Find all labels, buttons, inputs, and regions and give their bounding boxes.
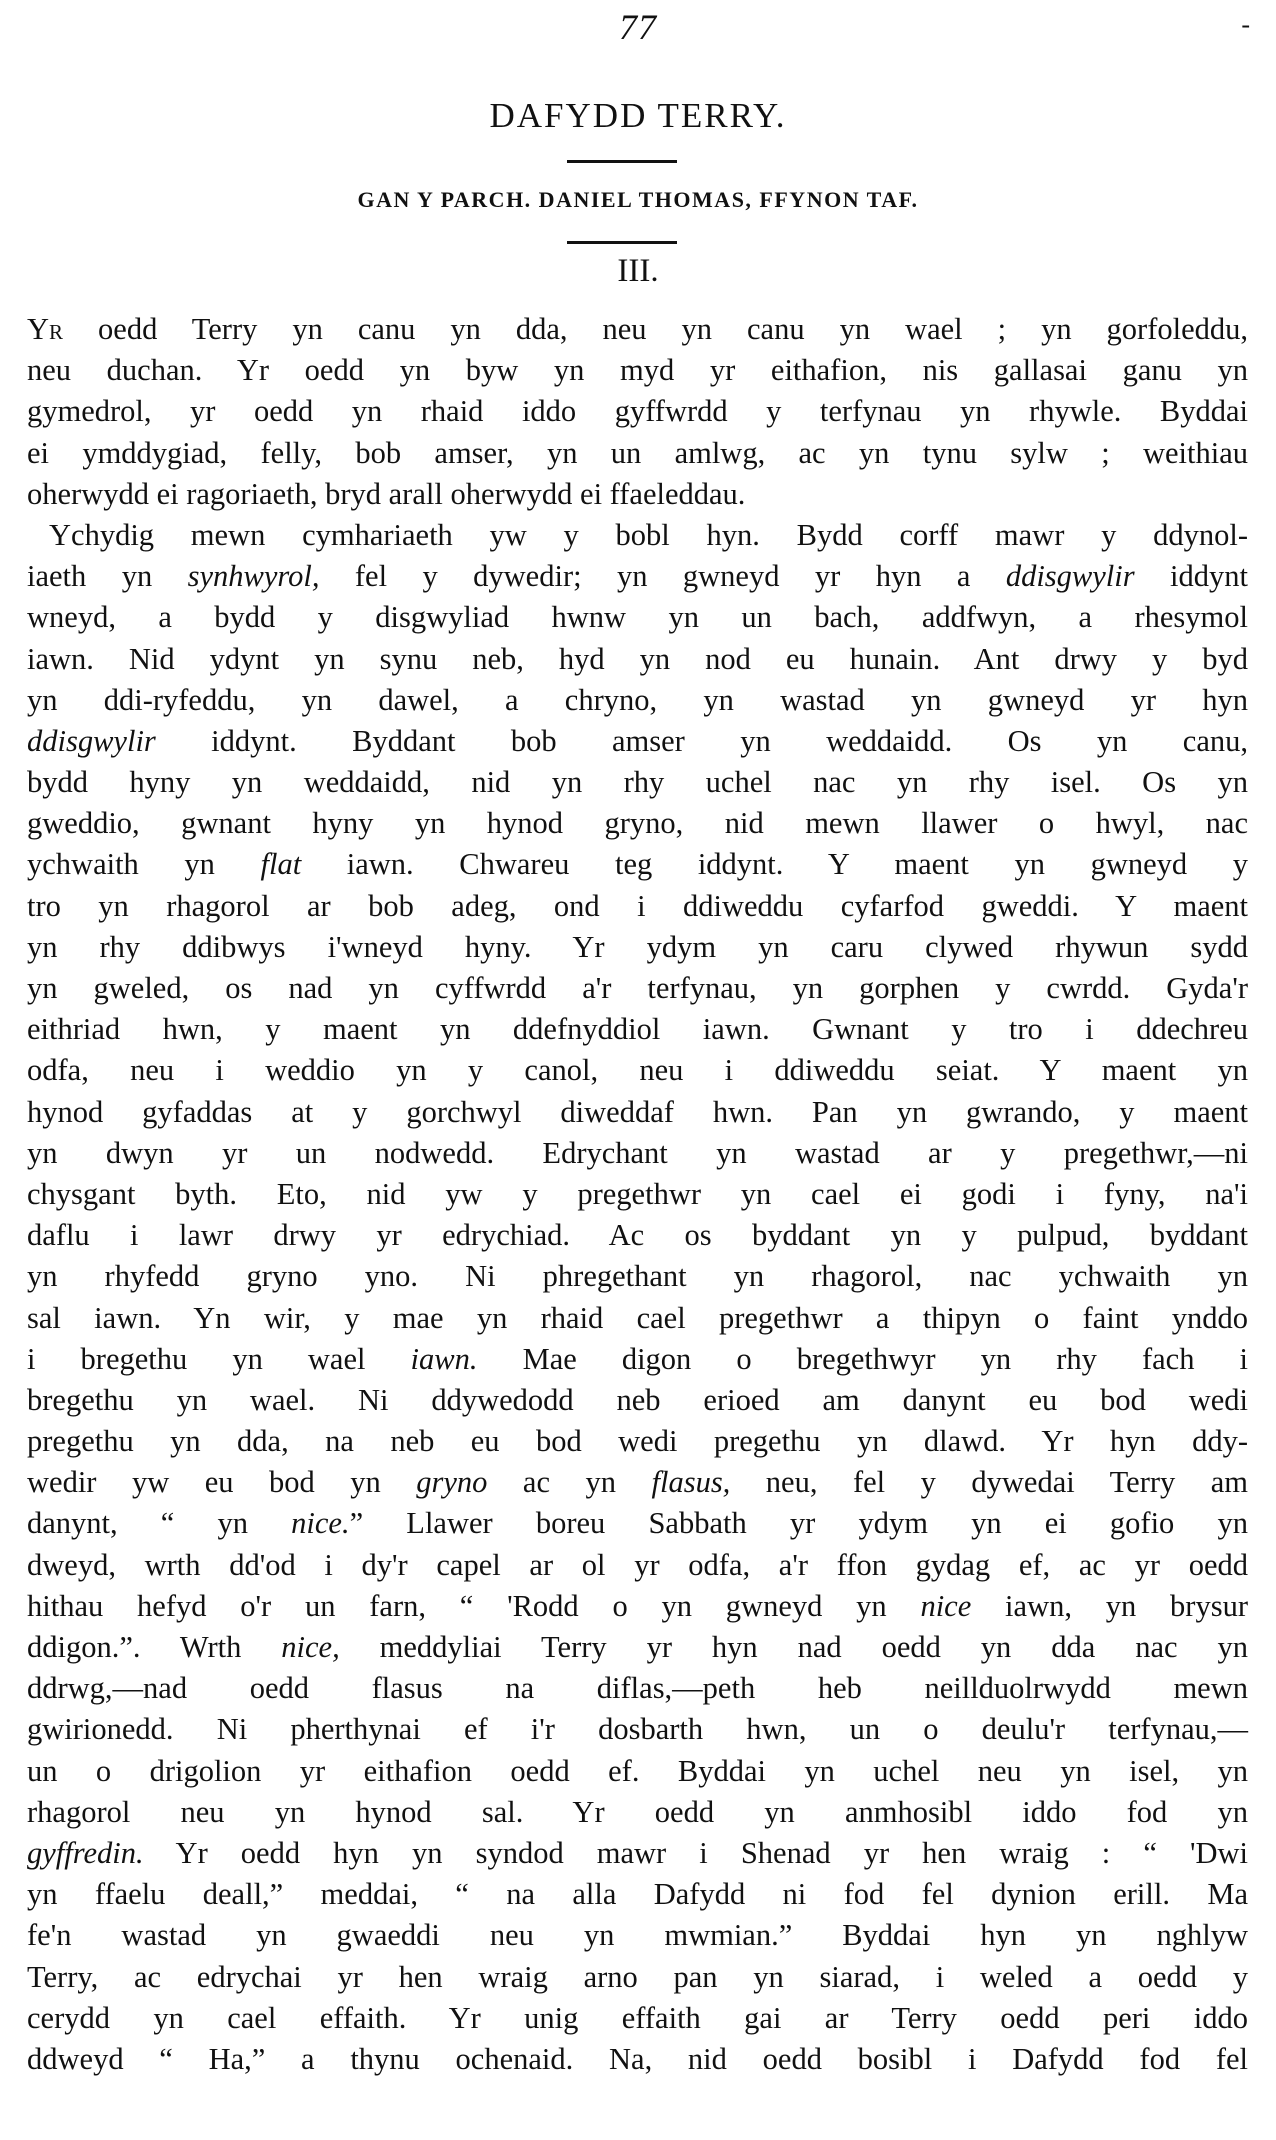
text-line: hynod gyfaddas at y gorchwyl diweddaf hwn. Pan yn gwrando, y maent	[27, 1094, 1248, 1129]
text-line: oherwydd ei ragoriaeth, bryd arall oherwydd ei ffaeleddau.	[27, 476, 746, 511]
text-line: gyffredin. Yr oedd hyn yn syndod mawr i Shenad yr hen wraig : “ 'Dwi	[27, 1835, 1248, 1870]
text-line: cerydd yn cael effaith. Yr unig effaith gai ar Terry oedd peri iddo	[27, 2000, 1248, 2035]
text-line: yn rhyfedd gryno yno. Ni phregethant yn rhagorol, nac ychwaith yn	[27, 1259, 1248, 1294]
text-line: neu duchan. Yr oedd yn byw yn myd yr eithafion, nis gallasai ganu yn	[27, 353, 1248, 388]
text-line: bregethu yn wael. Ni ddywedodd neb erioed am danynt eu bod wedi	[27, 1382, 1248, 1417]
text-line: Yr oedd Terry yn canu yn dda, neu yn canu yn wael ; yn gorfoleddu,	[27, 312, 1248, 346]
text-line: tro yn rhagorol ar bob adeg, ond i ddiweddu cyfarfod gweddi. Y maent	[27, 888, 1248, 923]
byline-rule	[567, 241, 677, 244]
corner-mark: -	[1241, 10, 1250, 39]
text-line: ddigon.”. Wrth nice, meddyliai Terry yr hyn nad oedd yn dda nac yn	[27, 1630, 1248, 1664]
body-text	[27, 309, 1248, 2080]
title-rule	[567, 160, 677, 163]
text-line: ddisgwylir iddynt. Byddant bob amser yn weddaidd. Os yn canu,	[27, 723, 1248, 758]
text-line: wedir yw eu bod yn gryno ac yn flasus, neu, fel y dywedai Terry am	[27, 1465, 1249, 1500]
text-line: yn rhy ddibwys i'wneyd hyny. Yr ydym yn caru clywed rhywun sydd	[27, 929, 1248, 964]
text-line: ddweyd “ Ha,” a thynu ochenaid. Na, nid oedd bosibl i Dafydd fod fel	[27, 2041, 1248, 2076]
text-line: ychwaith yn flat iawn. Chwareu teg iddynt. Y maent yn gwneyd y	[27, 847, 1248, 882]
text-line: yn dwyn yr un nodwedd. Edrychant yn wastad ar y pregethwr,—ni	[27, 1135, 1248, 1170]
text-line: chysgant byth. Eto, nid yw y pregethwr yn cael ei godi i fyny, na'i	[27, 1176, 1248, 1211]
text-line: yn ddi-ryfeddu, yn dawel, a chryno, yn wastad yn gwneyd yr hyn	[27, 682, 1248, 717]
text-line: i bregethu yn wael iawn. Mae digon o bregethwyr yn rhy fach i	[27, 1341, 1248, 1376]
text-line: yn gweled, os nad yn cyffwrdd a'r terfynau, yn gorphen y cwrdd. Gyda'r	[27, 971, 1248, 1005]
text-line: ei ymddygiad, felly, bob amser, yn un amlwg, ac yn tynu sylw ; weithiau	[27, 435, 1248, 470]
text-line: iawn. Nid ydynt yn synu neb, hyd yn nod eu hunain. Ant drwy y byd	[27, 641, 1248, 676]
text-line: rhagorol neu yn hynod sal. Yr oedd yn anmhosibl iddo fod yn	[27, 1794, 1248, 1829]
text-line: yn ffaelu deall,” meddai, “ na alla Dafydd ni fod fel dynion erill. Ma	[27, 1877, 1248, 1912]
text-line: hithau hefyd o'r un farn, “ 'Rodd o yn gwneyd yn nice iawn, yn brysur	[27, 1588, 1248, 1623]
text-line: danynt, “ yn nice.” Llawer boreu Sabbath yr ydym yn ei gofio yn	[27, 1506, 1248, 1541]
text-line: sal iawn. Yn wir, y mae yn rhaid cael pregethwr a thipyn o faint ynddo	[27, 1300, 1248, 1335]
text-line: daflu i lawr drwy yr edrychiad. Ac os byddant yn y pulpud, byddant	[27, 1218, 1248, 1253]
text-line: Ychydig mewn cymhariaeth yw y bobl hyn. Bydd corff mawr y ddynol-	[49, 517, 1248, 552]
text-line: ddrwg,—nad oedd flasus na diflas,—peth heb neillduolrwydd mewn	[27, 1671, 1248, 1706]
text-line: gwirionedd. Ni pherthynai ef i'r dosbarth hwn, un o deulu'r terfynau,—	[27, 1712, 1248, 1747]
section-number: III.	[617, 253, 659, 289]
text-line: fe'n wastad yn gwaeddi neu yn mwmian.” Byddai hyn yn nghlyw	[27, 1918, 1248, 1953]
text-line: odfa, neu i weddio yn y canol, neu i ddiweddu seiat. Y maent yn	[27, 1053, 1248, 1088]
article-byline: GAN Y PARCH. DANIEL THOMAS, FFYNON TAF.	[357, 187, 919, 212]
article-title: DAFYDD TERRY.	[489, 96, 787, 135]
text-line: wneyd, a bydd y disgwyliad hwnw yn un bach, addfwyn, a rhesymol	[27, 600, 1248, 635]
text-line: gweddio, gwnant hyny yn hynod gryno, nid mewn llawer o hwyl, nac	[27, 806, 1248, 841]
text-line: bydd hyny yn weddaidd, nid yn rhy uchel nac yn rhy isel. Os yn	[27, 765, 1248, 800]
text-line: dweyd, wrth dd'od i dy'r capel ar ol yr odfa, a'r ffon gydag ef, ac yr oedd	[27, 1547, 1248, 1582]
text-line: gymedrol, yr oedd yn rhaid iddo gyffwrdd y terfynau yn rhywle. Byddai	[27, 394, 1248, 429]
text-line: iaeth yn synhwyrol, fel y dywedir; yn gwneyd yr hyn a ddisgwylir iddynt	[27, 559, 1248, 594]
text-line: Terry, ac edrychai yr hen wraig arno pan yn siarad, i weled a oedd y	[27, 1959, 1248, 1994]
page-number: 77	[619, 7, 657, 47]
text-line: pregethu yn dda, na neb eu bod wedi pregethu yn dlawd. Yr hyn ddy-	[27, 1424, 1248, 1459]
text-line: eithriad hwn, y maent yn ddefnyddiol iawn. Gwnant y tro i ddechreu	[27, 1012, 1248, 1047]
text-line: un o drigolion yr eithafion oedd ef. Byddai yn uchel neu yn isel, yn	[27, 1753, 1248, 1788]
